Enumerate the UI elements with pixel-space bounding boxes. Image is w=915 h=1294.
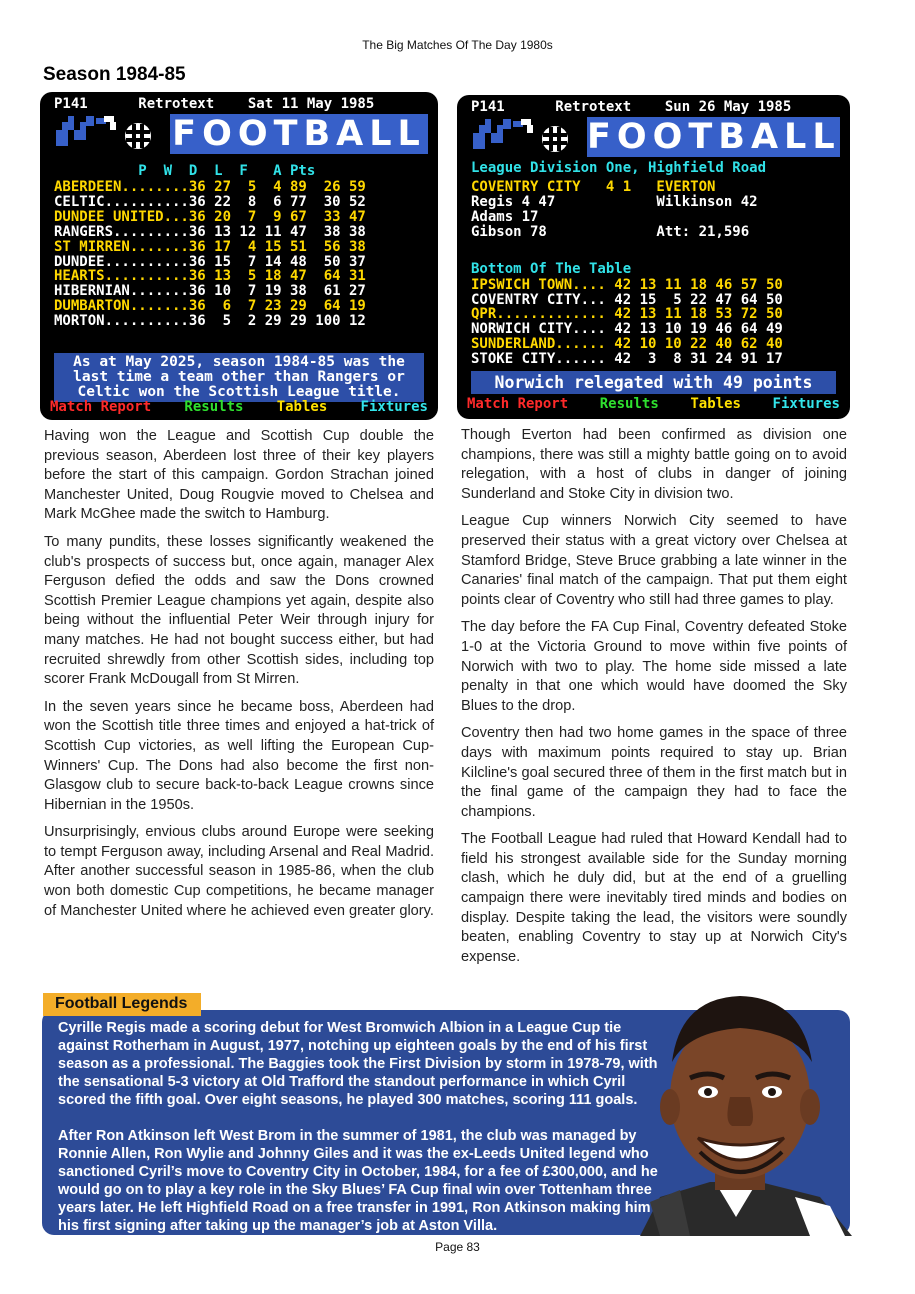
table-row: DUNDEE UNITED...36 20 7 9 67 33 47 xyxy=(54,208,366,225)
table-row: IPSWICH TOWN.... 42 13 11 18 46 57 50 xyxy=(471,277,783,293)
scorers-line-2: Adams 17 xyxy=(471,209,539,225)
scorers-line-3: Gibson 78 Att: 21,596 xyxy=(471,224,750,240)
score-line: COVENTRY CITY 4 1 EVERTON xyxy=(471,179,716,195)
paragraph: Having won the League and Scottish Cup double the previous season, Aberdeen lost three of their key players before the start of this campaign. Gordon Strachan joined Manchester United, Doug Rougvie moved to Chelsea and Mark McGhee made the switch to Hamburg. xyxy=(44,428,434,523)
fastext-results[interactable]: Results xyxy=(599,396,659,412)
table-title: Bottom Of The Table xyxy=(471,261,632,277)
table-row: ABERDEEN........36 27 5 4 89 26 59 xyxy=(54,179,366,195)
left-column-article xyxy=(44,427,434,929)
table-row: MORTON..........36 5 2 29 29 100 12 xyxy=(54,313,366,330)
paragraph: Unsurprisingly, envious clubs around Europe were seeking to tempt Ferguson away, including Arsenal and Real Madrid. After another successful season in 1985-86, when the club won both domestic Cup competitions, he became manager of Manchester United where he achieved even greater glory. xyxy=(44,824,434,919)
fastext-bar xyxy=(467,396,840,412)
right-column-article xyxy=(461,426,847,975)
table-row: STOKE CITY...... 42 3 8 31 24 91 17 xyxy=(471,350,783,367)
paragraph: League Cup winners Norwich City seemed to have preserved their status with a great victory over Chelsea at Stamford Bridge, Steve Bruce grabbing a late winner in the Canaries' final match of the campaign. That put them eight points clear of Coventry who still had three games to play. xyxy=(461,513,847,608)
table-row: COVENTRY CITY... 42 15 5 22 47 64 50 xyxy=(471,291,783,308)
fastext-tables[interactable]: Tables xyxy=(690,396,741,412)
table-row: ST MIRREN.......36 17 4 15 51 56 38 xyxy=(54,238,366,255)
table-row: CELTIC..........36 22 8 6 77 30 52 xyxy=(54,193,366,210)
teletext-football-logo xyxy=(52,114,428,154)
paragraph: Coventry then had two home games in the space of three days with maximum points required to stay up. Brian Kilcline's goal secured three of them in the first match but in the final game of the campaign they had to face the champions. xyxy=(461,725,847,820)
legends-paragraph: Cyrille Regis made a scoring debut for West Bromwich Albion in a League Cup tie against Rotherham in August, 1977, notching up eighteen goals by the end of his first season as a professional. The Baggies took the First Division by storm in 1978-79, with the sensational 5-3 victory at Old Trafford the standout performance in which Cyril scored the fifth goal. Over eight seasons, he played 300 matches, scoring 111 goals. xyxy=(58,1020,658,1108)
football-legends-text xyxy=(58,1019,658,1253)
fastext-tables[interactable]: Tables xyxy=(276,399,328,415)
paragraph: The day before the FA Cup Final, Coventry defeated Stoke 1-0 at the Victoria Ground to move within five points of Norwich with two to play. The home side missed a late penalty in that one which would have doomed the Sky Blues to the drop. xyxy=(461,619,847,714)
page-number: Page 83 xyxy=(435,1240,480,1254)
paragraph: In the seven years since he became boss, Aberdeen had won the Scottish title three times and enjoyed a hat-trick of Scottish Cup victories, as well lifting the European Cup-Winners' Cup. The Dons had also become the first non-Glasgow club to secure back-to-back League crowns since Hibernian in the 1950s. xyxy=(44,698,434,813)
table-row: NORWICH CITY.... 42 13 10 19 46 64 49 xyxy=(471,321,783,338)
teletext-match-result xyxy=(457,95,850,419)
player-portrait-illustration xyxy=(620,992,852,1236)
football-emblem-icon xyxy=(52,114,156,154)
fastext-match-report[interactable]: Match Report xyxy=(467,396,569,412)
table-row: SUNDERLAND...... 42 10 10 22 40 62 40 xyxy=(471,335,783,352)
football-emblem-icon xyxy=(469,117,573,157)
table-row: HIBERNIAN.......36 10 7 19 38 61 27 xyxy=(54,283,366,300)
fastext-match-report[interactable]: Match Report xyxy=(50,399,152,415)
table-row: DUNDEE..........36 15 7 14 48 50 37 xyxy=(54,253,366,270)
fastext-fixtures[interactable]: Fixtures xyxy=(772,396,840,412)
table-row: DUMBARTON.......36 6 7 23 29 64 19 xyxy=(54,298,366,315)
football-legends-tab: Football Legends xyxy=(43,993,201,1016)
table-row: QPR............. 42 13 11 18 53 72 50 xyxy=(471,306,783,323)
banner-label: FOOTBALL xyxy=(587,117,841,157)
fastext-results[interactable]: Results xyxy=(184,399,244,415)
table-header-row: P W D L F A Pts xyxy=(54,163,316,179)
teletext-header: P141 Retrotext Sat 11 May 1985 xyxy=(54,96,375,112)
fastext-fixtures[interactable]: Fixtures xyxy=(360,399,428,415)
paragraph: To many pundits, these losses significantly weakened the club's prospects of success but, once again, manager Alex Ferguson defied the odds and saw the Dons crowned Scottish Premier League champions yet again, despite also being without the influential Peter Weir through injury for many matches. He had not bought success either, but had recruited shrewdly from other Scottish sides, including top scorer Frank McDougall from St Mirren. xyxy=(44,533,434,688)
paragraph: The Football League had ruled that Howard Kendall had to field his strongest available side for the Sunday morning clash, which he duly did, but at the end of a gruelling campaign there were inevitably tired minds and bodies on display. Despite taking the lead, the visitors were soundly beaten, enabling Coventry to stay up at Norwich City's expense. xyxy=(461,831,847,965)
football-banner xyxy=(587,117,840,157)
table-row: RANGERS.........36 13 12 11 47 38 38 xyxy=(54,223,366,240)
football-banner xyxy=(170,114,428,154)
legends-paragraph: After Ron Atkinson left West Brom in the summer of 1981, the club was managed by Ronnie Allen, Ron Wylie and Johnny Giles and it was the ex-Leeds United legend who sanctioned Cyril’s move to Coventry City in October, 1984, for a fee of £300,000, and he would go on to play a key role in the Sky Blues’ FA Cup final win over Tottenham three years later. He left Highfield Road on a free transfer in 1991, Ron Atkinson making him his first signing after taking up the manager’s job at Aston Villa. xyxy=(58,1128,658,1234)
teletext-header: P141 Retrotext Sun 26 May 1985 xyxy=(471,99,792,115)
paragraph: Though Everton had been confirmed as division one champions, there was still a mighty battle going on to avoid relegation, with a host of clubs in danger of joining Sunderland and Stoke City in division two. xyxy=(461,427,847,502)
teletext-note: Norwich relegated with 49 points xyxy=(471,371,836,394)
running-head: The Big Matches Of The Day 1980s xyxy=(362,38,553,52)
teletext-football-logo xyxy=(469,117,840,157)
teletext-note: As at May 2025, season 1984-85 was the last time a team other than Rangers or Celtic won the Scottish League title. xyxy=(54,353,424,402)
fastext-bar xyxy=(50,399,428,415)
season-title: Season 1984-85 xyxy=(43,64,186,85)
competition-line: League Division One, Highfield Road xyxy=(471,160,767,176)
table-row: HEARTS..........36 13 5 18 47 64 31 xyxy=(54,268,366,285)
scorers-line-1: Regis 4 47 Wilkinson 42 xyxy=(471,194,758,210)
teletext-scottish-table xyxy=(40,92,438,420)
banner-label: FOOTBALL xyxy=(172,114,426,154)
